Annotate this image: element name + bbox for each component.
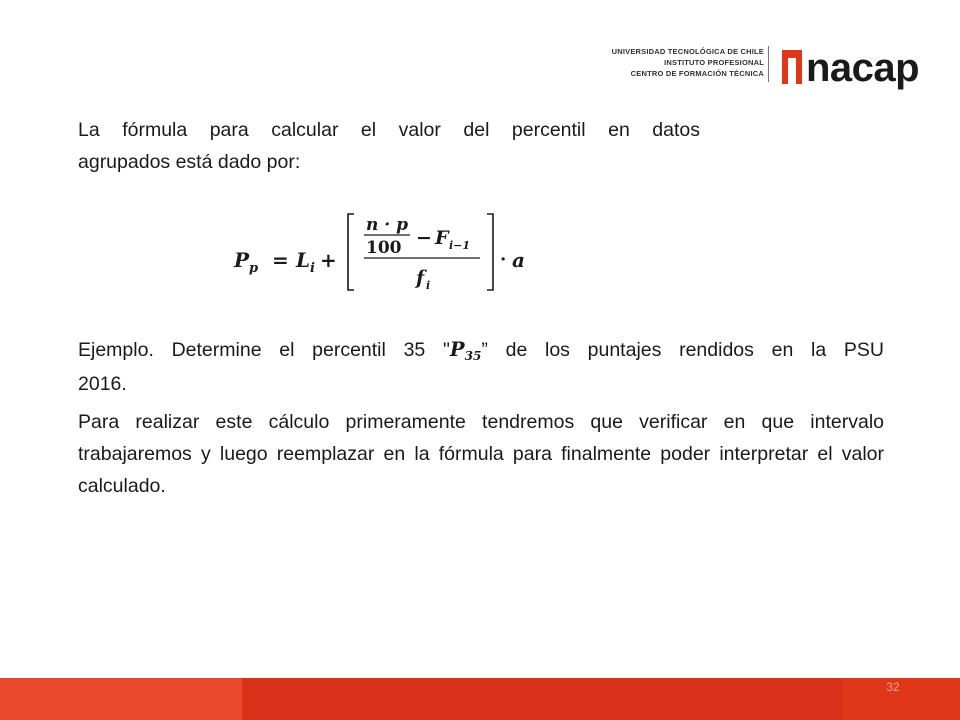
formula-lhs-sub: p [249, 261, 259, 276]
formula-right-bracket [487, 214, 493, 290]
logo-divider [768, 46, 769, 82]
explanation-paragraph: Para realizar este cálculo primeramente tendremos que verificar en que intervalo trabajaremos y luego reemplazar en la fórmula para finalmente poder interpretar el valor calculado. [78, 411, 884, 497]
intro-paragraph [78, 114, 700, 178]
example-line-2: 2016. [78, 373, 127, 395]
logo-mark-icon [778, 50, 806, 84]
example-p-subscript: 35 [464, 349, 482, 364]
formula-equals: = [272, 248, 289, 272]
formula-a: a [512, 248, 525, 272]
formula-F-sub: i−1 [449, 239, 471, 252]
logo-wordmark: nacap [806, 46, 920, 90]
footer-bar-left-segment [0, 678, 242, 720]
logo-line-institute: INSTITUTO PROFESIONAL [664, 58, 764, 67]
formula-F: F [435, 227, 449, 249]
intro-line-2: agrupados está dado por: [78, 151, 301, 173]
formula-left-bracket [348, 214, 354, 290]
example-line-1 [78, 334, 884, 368]
institution-logo [612, 42, 932, 94]
formula-L-sub: i [310, 261, 315, 276]
formula-L: L [296, 248, 311, 272]
formula-plus: + [320, 248, 337, 272]
example-text-post: ” de los puntajes rendidos en la PSU [481, 339, 885, 361]
footer-bar [0, 678, 960, 720]
logo-subtitle [612, 46, 764, 79]
formula-lhs: P [234, 248, 250, 272]
formula-f: f [416, 267, 425, 289]
formula-100: 100 [366, 238, 402, 258]
logo-line-university: UNIVERSIDAD TECNOLÓGICA DE CHILE [611, 47, 764, 56]
footer-bar-mid-segment [242, 678, 842, 720]
example-text-pre: Ejemplo. Determine el percentil 35 " [78, 339, 450, 361]
intro-line-1: La fórmula para calcular el valor del percentil en datos [78, 119, 700, 141]
example-p-symbol: P [449, 338, 465, 361]
formula-n-dot-p: n · p [366, 215, 409, 235]
logo-line-cft: CENTRO DE FORMACIÓN TÉCNICA [630, 69, 764, 78]
formula-minus: − [416, 227, 432, 249]
example-paragraph [78, 334, 884, 400]
formula-f-sub: i [426, 279, 431, 292]
formula-times: · [500, 249, 507, 270]
page-number: 32 [886, 680, 900, 694]
percentile-formula [230, 208, 550, 298]
